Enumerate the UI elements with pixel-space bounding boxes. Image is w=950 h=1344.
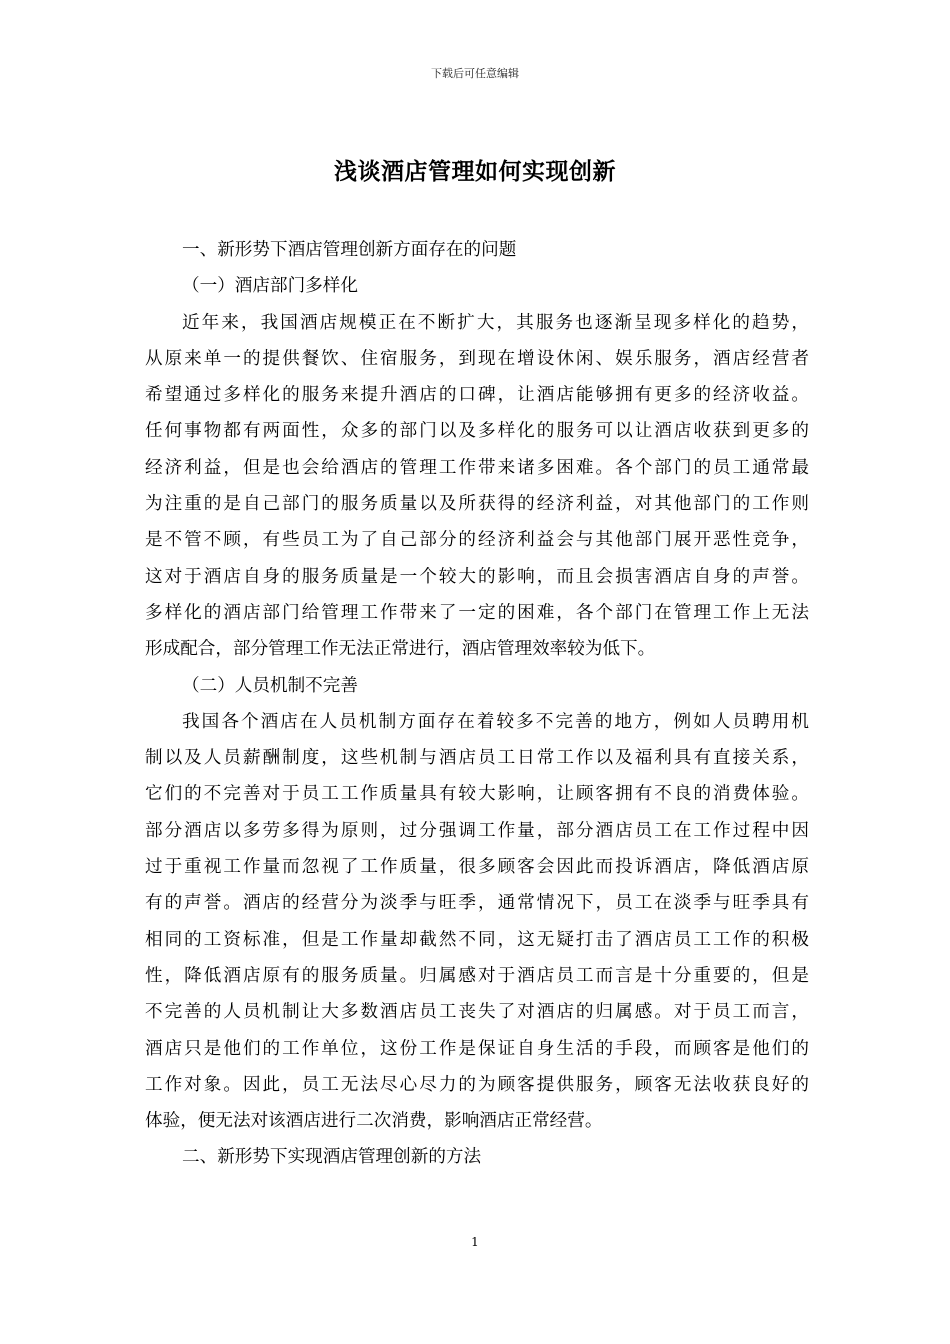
document-title: 浅谈酒店管理如何实现创新: [334, 158, 616, 185]
section-heading-2: 二、新形势下实现酒店管理创新的方法: [182, 1147, 482, 1168]
paragraph-line: 制以及人员薪酬制度，这些机制与酒店员工日常工作以及福利具有直接关系，: [145, 748, 809, 769]
subsection-heading-1: （一）酒店部门多样化: [182, 276, 358, 297]
paragraph-line: 相同的工资标准，但是工作量却截然不同，这无疑打击了酒店员工工作的积极: [145, 929, 809, 950]
paragraph-line: 有的声誉。酒店的经营分为淡季与旺季，通常情况下，员工在淡季与旺季具有: [145, 893, 809, 914]
section-heading-1: 一、新形势下酒店管理创新方面存在的问题: [182, 240, 517, 260]
paragraph-1: [145, 305, 809, 668]
paragraph-line: 性，降低酒店原有的服务质量。归属感对于酒店员工而言是十分重要的，但是: [145, 965, 809, 986]
paragraph-line: 不完善的人员机制让大多数酒店员工丧失了对酒店的归属感。对于员工而言，: [145, 1002, 809, 1023]
header-note: 下载后可任意编辑: [431, 67, 519, 80]
paragraph-line: 从原来单一的提供餐饮、住宿服务，到现在增设休闲、娱乐服务，酒店经营者: [145, 348, 809, 369]
paragraph-line: 多样化的酒店部门给管理工作带来了一定的困难，各个部门在管理工作上无法: [145, 602, 809, 623]
paragraph-line: 近年来，我国酒店规模正在不断扩大，其服务也逐渐呈现多样化的趋势，: [182, 312, 809, 333]
paragraph-2: [145, 704, 809, 1140]
paragraph-line: 这对于酒店自身的服务质量是一个较大的影响，而且会损害酒店自身的声誉。: [145, 566, 809, 587]
subsection-heading-2: （二）人员机制不完善: [182, 675, 358, 696]
paragraph-line: 我国各个酒店在人员机制方面存在着较多不完善的地方，例如人员聘用机: [182, 711, 809, 732]
paragraph-line: 工作对象。因此，员工无法尽心尽力的为顾客提供服务，顾客无法收获良好的: [145, 1074, 809, 1095]
paragraph-line: 经济利益，但是也会给酒店的管理工作带来诸多困难。各个部门的员工通常最: [145, 457, 809, 478]
paragraph-line: 过于重视工作量而忽视了工作质量，很多顾客会因此而投诉酒店，降低酒店原: [145, 857, 809, 878]
paragraph-line: 酒店只是他们的工作单位，这份工作是保证自身生活的手段，而顾客是他们的: [145, 1038, 809, 1059]
document-body: [145, 232, 809, 1176]
paragraph-line: 它们的不完善对于员工工作质量具有较大影响，让顾客拥有不良的消费体验。: [145, 784, 809, 805]
paragraph-line: 任何事物都有两面性，众多的部门以及多样化的服务可以让酒店收获到更多的: [145, 421, 809, 442]
paragraph-line: 为注重的是自己部门的服务质量以及所获得的经济利益，对其他部门的工作则: [145, 494, 809, 515]
paragraph-line: 体验，便无法对该酒店进行二次消费，影响酒店正常经营。: [145, 1111, 603, 1132]
page-number: 1: [471, 1235, 479, 1249]
paragraph-line: 是不管不顾，有些员工为了自己部分的经济利益会与其他部门展开恶性竞争，: [145, 530, 809, 551]
paragraph-line: 部分酒店以多劳多得为原则，过分强调工作量，部分酒店员工在工作过程中因: [145, 820, 809, 841]
paragraph-line: 希望通过多样化的服务来提升酒店的口碑，让酒店能够拥有更多的经济收益。: [145, 385, 809, 406]
paragraph-line: 形成配合，部分管理工作无法正常进行，酒店管理效率较为低下。: [145, 639, 656, 660]
